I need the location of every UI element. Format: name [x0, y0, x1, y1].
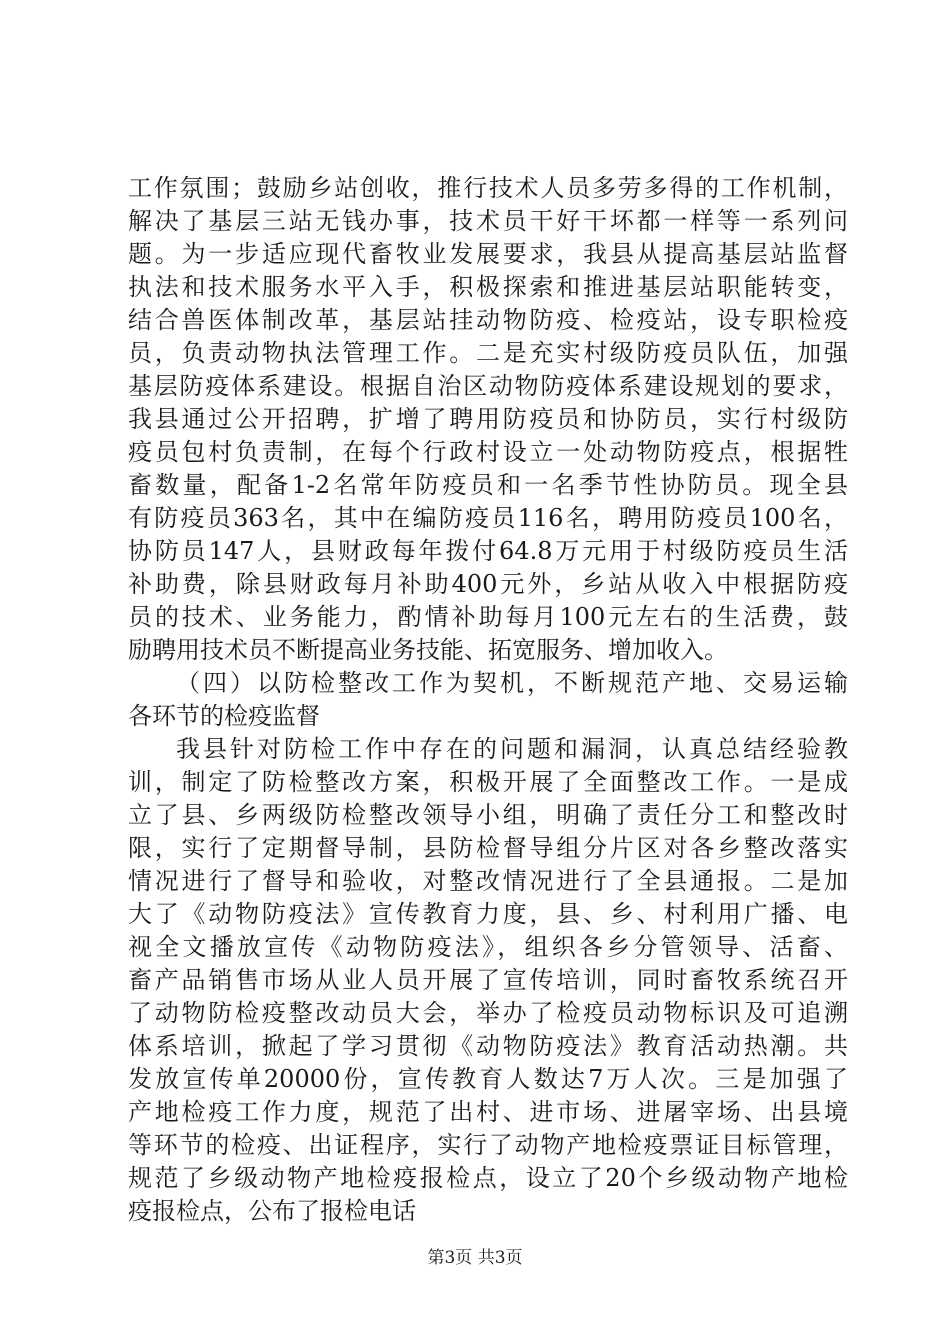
body-line: 员，负责动物执法管理工作。二是充实村级防疫员队伍，加强 — [128, 339, 848, 367]
section-heading-line: （四）以防检整改工作为契机，不断规范产地、交易运输 — [176, 669, 848, 697]
body-line: 情况进行了督导和验收，对整改情况进行了全县通报。二是加 — [128, 867, 848, 895]
body-line: 疫报检点，公布了报检电话 — [128, 1197, 416, 1225]
body-line: 立了县、乡两级防检整改领导小组，明确了责任分工和整改时 — [128, 801, 848, 829]
body-line: 体系培训，掀起了学习贯彻《动物防疫法》教育活动热潮。共 — [128, 1032, 848, 1060]
body-line: 了动物防检疫整改动员大会，举办了检疫员动物标识及可追溯 — [128, 999, 848, 1027]
body-line: 疫员包村负责制，在每个行政村设立一处动物防疫点，根据牲 — [128, 438, 848, 466]
body-line: 产地检疫工作力度，规范了出村、进市场、进屠宰场、出县境 — [128, 1098, 848, 1126]
body-line: 结合兽医体制改革，基层站挂动物防疫、检疫站，设专职检疫 — [128, 306, 848, 334]
body-line: 训，制定了防检整改方案，积极开展了全面整改工作。一是成 — [128, 768, 848, 796]
body-line: 协防员147人，县财政每年拨付64.8万元用于村级防疫员生活 — [128, 537, 848, 565]
body-line: 大了《动物防疫法》宣传教育力度，县、乡、村利用广播、电 — [128, 900, 848, 928]
body-line: 基层防疫体系建设。根据自治区动物防疫体系建设规划的要求， — [128, 372, 848, 400]
section-heading-line: 各环节的检疫监督 — [128, 702, 320, 730]
body-line: 发放宣传单20000份，宣传教育人数达7万人次。三是加强了 — [128, 1065, 848, 1093]
body-line: 有防疫员363名，其中在编防疫员116名，聘用防疫员100名， — [128, 504, 848, 532]
page-footer: 第3页 共3页 — [427, 1248, 523, 1268]
body-line: 规范了乡级动物产地检疫报检点，设立了20个乡级动物产地检 — [128, 1164, 848, 1192]
body-line: 补助费，除县财政每月补助400元外，乡站从收入中根据防疫 — [128, 570, 848, 598]
body-line: 工作氛围；鼓励乡站创收，推行技术人员多劳多得的工作机制， — [128, 174, 848, 202]
body-line: 畜产品销售市场从业人员开展了宣传培训，同时畜牧系统召开 — [128, 966, 848, 994]
body-line: 题。为一步适应现代畜牧业发展要求，我县从提高基层站监督 — [128, 240, 848, 268]
body-line: 励聘用技术员不断提高业务技能、拓宽服务、增加收入。 — [128, 636, 728, 664]
body-line: 我县通过公开招聘，扩增了聘用防疫员和协防员，实行村级防 — [128, 405, 848, 433]
body-line: 员的技术、业务能力，酌情补助每月100元左右的生活费，鼓 — [128, 603, 848, 631]
body-line: 等环节的检疫、出证程序，实行了动物产地检疫票证目标管理， — [128, 1131, 848, 1159]
body-line: 限，实行了定期督导制，县防检督导组分片区对各乡整改落实 — [128, 834, 848, 862]
body-line: 执法和技术服务水平入手，积极探索和推进基层站职能转变， — [128, 273, 848, 301]
body-line: 畜数量，配备1-2名常年防疫员和一名季节性协防员。现全县 — [128, 471, 848, 499]
body-line: 解决了基层三站无钱办事，技术员干好干坏都一样等一系列问 — [128, 207, 848, 235]
body-line: 视全文播放宣传《动物防疫法》，组织各乡分管领导、活畜、 — [128, 933, 848, 961]
body-line: 我县针对防检工作中存在的问题和漏洞，认真总结经验教 — [176, 735, 848, 763]
